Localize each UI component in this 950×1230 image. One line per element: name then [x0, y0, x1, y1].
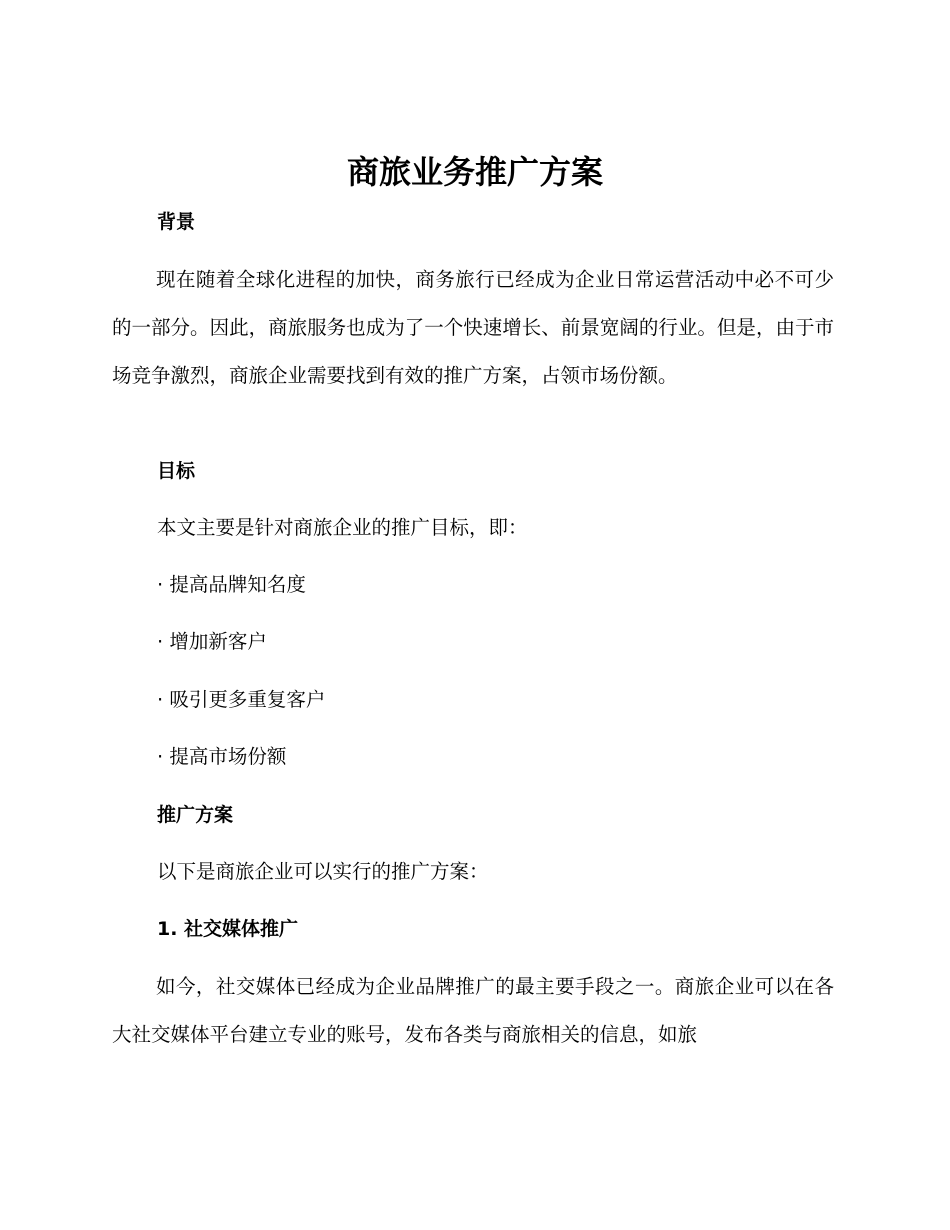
background-paragraph: 现在随着全球化进程的加快，商务旅行已经成为企业日常运营活动中必不可少的一部分。因此，商旅服务也成为了一个快速增长、前景宽阔的行业。但是，由于市场竞争激烈，商旅企业需要找到有效的推广方案，占领市场份额。	[112, 268, 834, 387]
goal-item-1: · 提高品牌知名度	[157, 573, 306, 596]
goal-item-2: · 增加新客户	[157, 630, 267, 653]
section-heading-goals: 目标	[157, 460, 196, 482]
goals-intro: 本文主要是针对商旅企业的推广目标，即：	[157, 516, 528, 539]
plan-intro: 以下是商旅企业可以实行的推广方案：	[157, 860, 489, 883]
document-title: 商旅业务推广方案	[346, 153, 603, 191]
subsection-heading-social-media: 1. 社交媒体推广	[157, 918, 299, 940]
social-media-paragraph: 如今，社交媒体已经成为企业品牌推广的最主要手段之一。商旅企业可以在各大社交媒体平台建立专业的账号，发布各类与商旅相关的信息，如旅	[112, 975, 834, 1046]
goal-item-4: · 提高市场份额	[157, 745, 287, 768]
goal-item-3: · 吸引更多重复客户	[157, 688, 326, 711]
section-heading-background: 背景	[157, 211, 196, 233]
section-heading-plan: 推广方案	[157, 804, 234, 826]
